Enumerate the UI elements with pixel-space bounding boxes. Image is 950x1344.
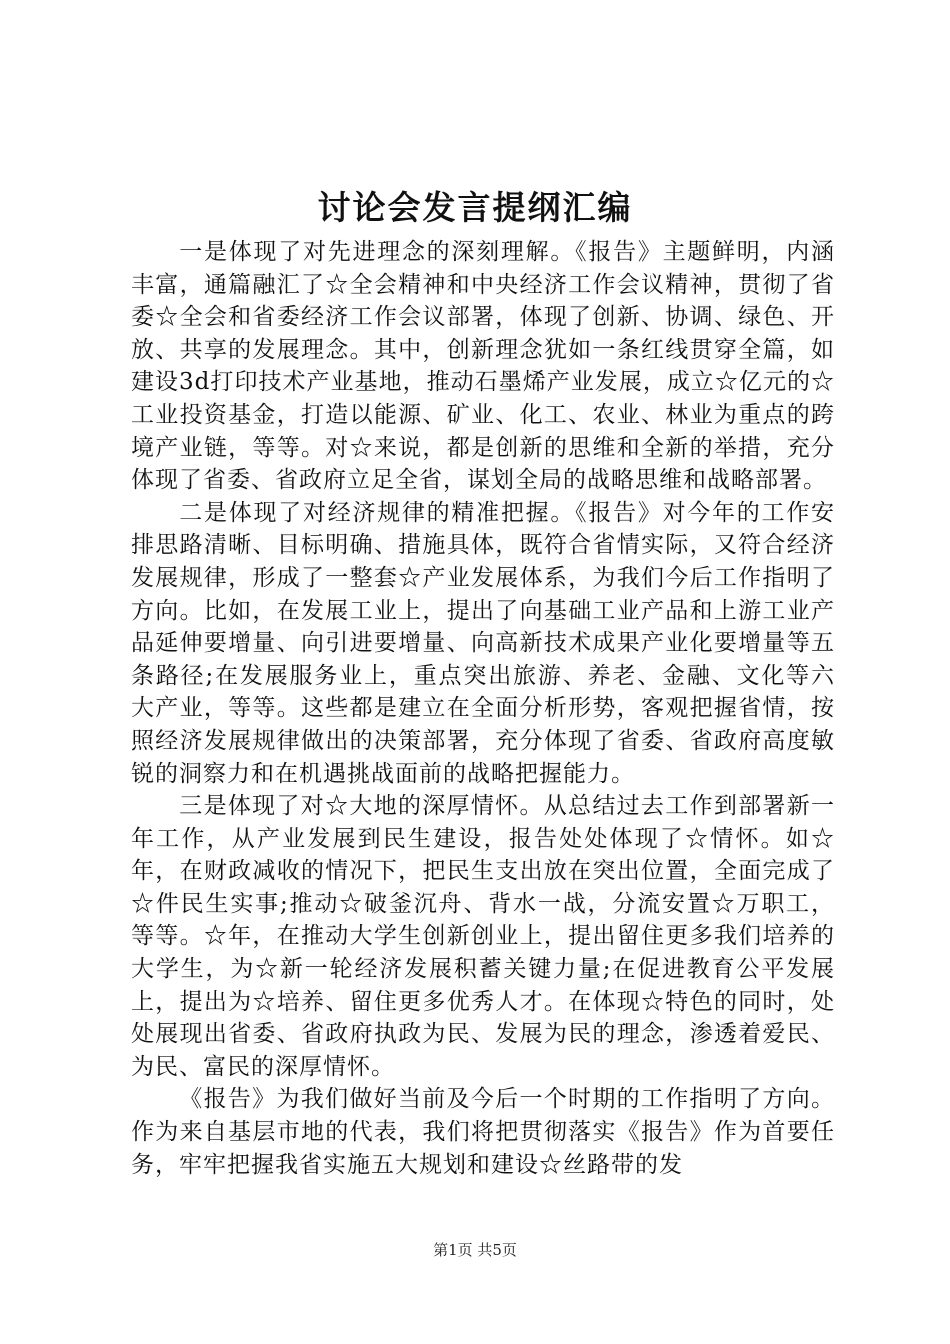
document-title: 讨论会发言提纲汇编 <box>317 188 633 227</box>
page-number-footer: 第1页 共5页 <box>433 1241 517 1259</box>
document-body <box>131 236 835 1181</box>
paragraph-4: 《报告》为我们做好当前及今后一个时期的工作指明了方向。作为来自基层市地的代表，我们将把贯彻落实《报告》作为首要任务，牢牢把握我省实施五大规划和建设☆丝路带的发 <box>131 1086 835 1178</box>
paragraph-3: 三是体现了对☆大地的深厚情怀。从总结过去工作到部署新一年工作，从产业发展到民生建设，报告处处体现了☆情怀。如☆年，在财政减收的情况下，把民生支出放在突出位置，全面完成了☆件民生实事;推动☆破釜沉舟、背水一战，分流安置☆万职工，等等。☆年，在推动大学生创新创业上，提出留住更多我们培养的大学生，为☆新一轮经济发展积蓄关键力量;在促进教育公平发展上，提出为☆培养、留住更多优秀人才。在体现☆特色的同时，处处展现出省委、省政府执政为民、发展为民的理念，渗透着爱民、为民、富民的深厚情怀。 <box>131 793 835 1080</box>
paragraph-1: 一是体现了对先进理念的深刻理解。《报告》主题鲜明，内涵丰富，通篇融汇了☆全会精神和中央经济工作会议精神，贯彻了省委☆全会和省委经济工作会议部署，体现了创新、协调、绿色、开放、共享的发展理念。其中，创新理念犹如一条红线贯穿全篇，如建设3d打印技术产业基地，推动石墨烯产业发展，成立☆亿元的☆工业投资基金，打造以能源、矿业、化工、农业、林业为重点的跨境产业链，等等。对☆来说，都是创新的思维和全新的举措，充分体现了省委、省政府立足全省，谋划全局的战略思维和战略部署。 <box>131 239 835 494</box>
paragraph-2: 二是体现了对经济规律的精准把握。《报告》对今年的工作安排思路清晰、目标明确、措施具体，既符合省情实际，又符合经济发展规律，形成了一整套☆产业发展体系，为我们今后工作指明了方向。比如，在发展工业上，提出了向基础工业产品和上游工业产品延伸要增量、向引进要增量、向高新技术成果产业化要增量等五条路径;在发展服务业上，重点突出旅游、养老、金融、文化等六大产业，等等。这些都是建立在全面分析形势，客观把握省情，按照经济发展规律做出的决策部署，充分体现了省委、省政府高度敏锐的洞察力和在机遇挑战面前的战略把握能力。 <box>131 499 835 787</box>
